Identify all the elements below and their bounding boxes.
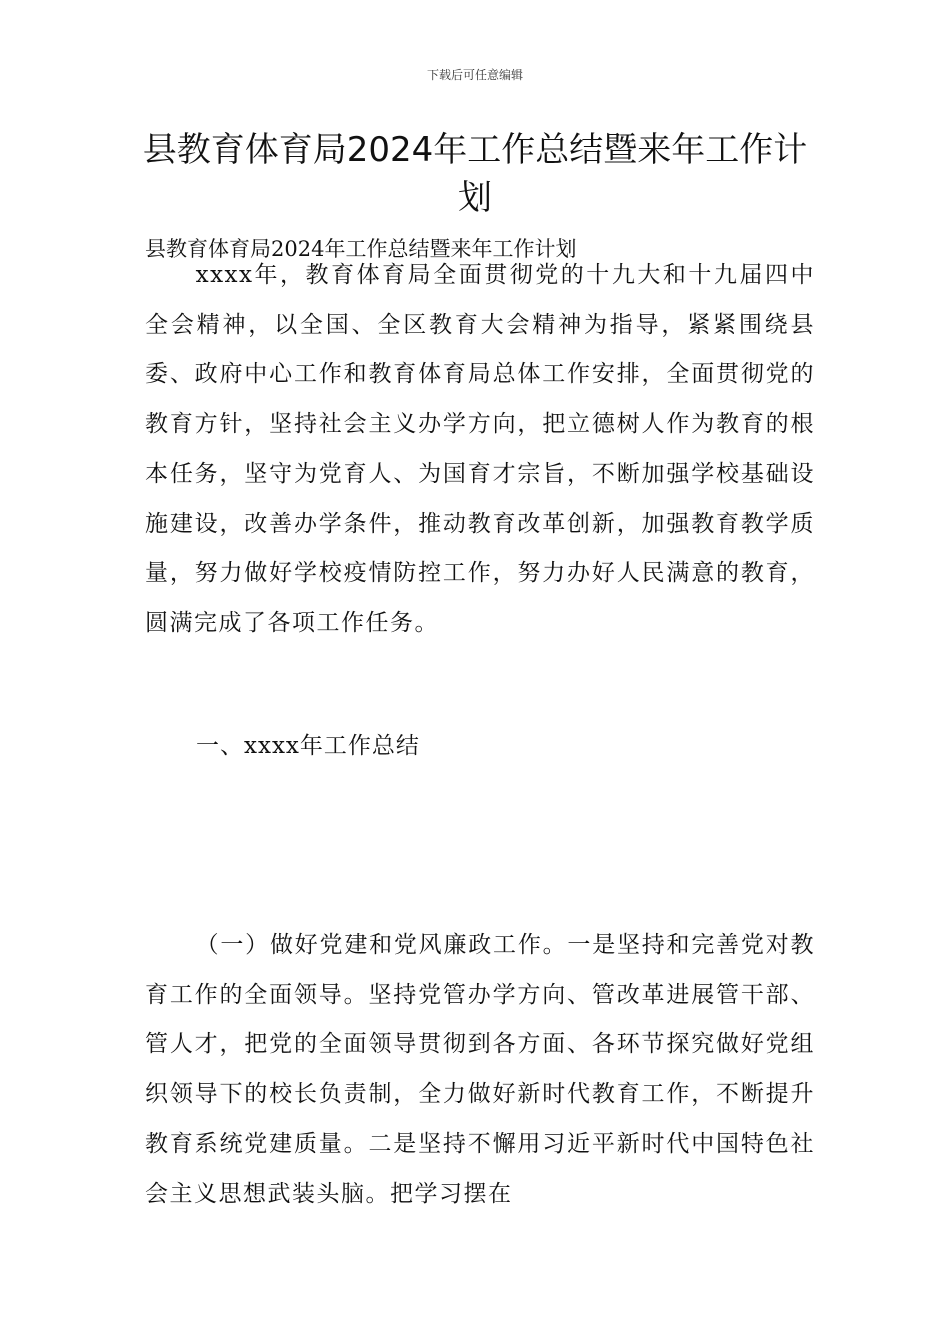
body-paragraph: （一）做好党建和党风廉政工作。一是坚持和完善党对教育工作的全面领导。坚持党管办学方向、管改革进展管干部、管人才，把党的全面领导贯彻到各方面、各环节探究做好党组织领导下的校长负责制，全力做好新时代教育工作，不断提升教育系统党建质量。二是坚持不懈用习近平新时代中国特色社会主义思想武装头脑。把学习摆在 (145, 932, 815, 1207)
document-subtitle: 县教育体育局2024年工作总结暨来年工作计划 (145, 237, 577, 261)
intro-paragraph: xxxx年，教育体育局全面贯彻党的十九大和十九届四中全会精神，以全国、全区教育大会精神为指导，紧紧围绕县委、政府中心工作和教育体育局总体工作安排，全面贯彻党的教育方针，坚持社会主义办学方向，把立德树人作为教育的根本任务，坚守为党育人、为国育才宗旨，不断加强学校基础设施建设，改善办学条件，推动教育改革创新，加强教育教学质量，努力做好学校疫情防控工作，努力办好人民满意的教育，圆满完成了各项工作任务。 (145, 262, 815, 636)
section-heading: 一、xxxx年工作总结 (196, 733, 420, 759)
page-header-note: 下载后可任意编辑 (426, 68, 523, 82)
document-title: 县教育体育局2024年工作总结暨来年工作计划 (142, 130, 808, 218)
